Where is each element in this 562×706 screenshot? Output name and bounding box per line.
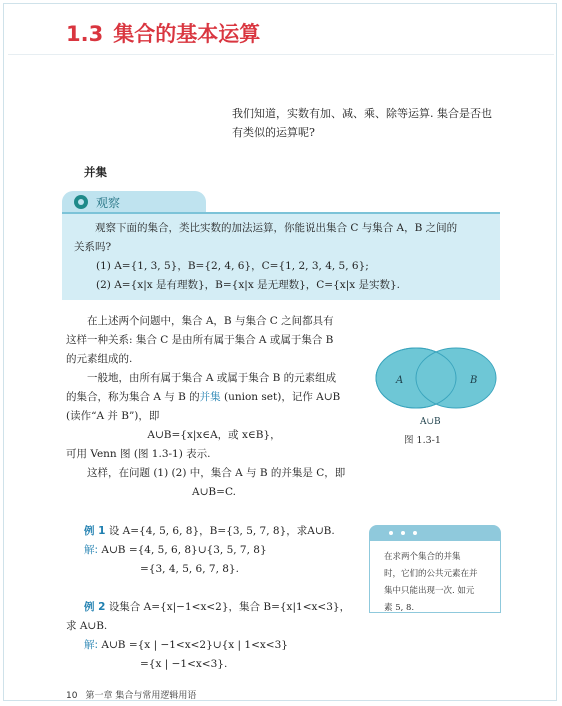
example-text: 设 A={4, 5, 6, 8}，B={3, 5, 7, 8}，求A∪B. [108,525,335,537]
note-line: 在求两个集合的并集 [384,552,461,562]
note-tab [369,525,501,541]
solution-label: 解: [84,544,99,556]
chapter-title: 第一章 集合与常用逻辑用语 [85,691,197,701]
union-label: A∪B [420,417,441,427]
page-number: 10 [66,691,78,701]
union-term: 并集 [199,391,221,403]
textbook-page [3,3,557,701]
solution-2-continued: ={x | −1<x<3}. [140,658,228,670]
intro-line: 有类似的运算呢? [232,126,315,139]
text-segment: (union set)，记作 A∪B [220,391,341,403]
target-icon [74,195,88,209]
main-text [66,312,362,502]
title-divider [8,54,554,55]
union-definition-formula: A∪B={x|x∈A，或 x∈B}， [147,429,281,441]
observe-tab [62,191,206,213]
text-segment: 的集合，称为集合 A 与 B 的 [66,391,200,403]
text-line: 这样一种关系: 集合 C 是由所有属于集合 A 或属于集合 B [66,334,334,346]
example-text: 设集合 A={x|−1<x<2}，集合 B={x|1<x<3}， [108,601,351,613]
observe-question: 观察下面的集合，类比实数的加法运算，你能说出集合 C 与集合 A，B 之间的 [95,222,458,234]
solution-2 [66,636,366,655]
page-footer [66,688,196,701]
text-line: 一般地，由所有属于集合 A 或属于集合 B 的元素组成 [87,372,337,384]
example-label: 例 1 [84,525,106,537]
text-line [66,388,362,407]
note-line: 素 5, 8. [384,603,415,613]
examples-section [66,522,366,674]
side-note [369,541,501,613]
note-line: 时，它们的公共元素在并 [384,569,478,579]
solution-text: A∪B ={4, 5, 6, 8}∪{3, 5, 7, 8} [101,544,267,556]
section-number: 1.3 [66,22,104,46]
observe-question: 关系吗? [74,241,112,253]
text-line: 在上述两个问题中，集合 A，B 与集合 C 之间都具有 [87,315,334,327]
figure-caption: 图 1.3-1 [404,435,441,446]
observe-panel [62,212,500,300]
example-2-continued: 求 A∪B. [66,620,108,632]
observe-label: 观察 [96,195,121,210]
set-b-label: B [470,375,478,386]
solution-text: A∪B ={x | −1<x<2}∪{x | 1<x<3} [101,639,288,651]
observe-item: (1) A={1, 3, 5}，B={2, 4, 6}，C={1, 2, 3, 4, 5, 6}; [96,260,369,272]
venn-diagram [372,334,502,444]
intro-line: 我们知道，实数有加、减、乘、除等运算. 集合是否也 [232,107,492,120]
solution-label: 解: [84,639,99,651]
example-1 [66,522,366,541]
union-result-formula: A∪B=C. [192,486,236,498]
observe-item: (2) A={x|x 是有理数}，B={x|x 是无理数}，C={x|x 是实数}. [96,279,401,291]
subsection-heading: 并集 [84,165,107,179]
section-title [66,18,260,48]
text-line: 可用 Venn 图 (图 1.3-1) 表示. [66,448,211,460]
example-label: 例 2 [84,601,106,613]
solution-1 [66,541,366,560]
text-line: 这样，在问题 (1) (2) 中，集合 A 与 B 的并集是 C，即 [87,467,346,479]
example-2 [66,598,366,617]
spacer [66,579,366,598]
intro-paragraph [232,104,524,142]
section-title-text: 集合的基本运算 [113,22,261,46]
set-a-label: A [396,375,404,386]
note-line: 集中只能出现一次. 如元 [384,586,475,596]
text-line: 的元素组成的. [66,353,133,365]
text-line: (读作“A 并 B”)，即 [66,410,160,422]
solution-1-continued: ={3, 4, 5, 6, 7, 8}. [140,563,239,575]
